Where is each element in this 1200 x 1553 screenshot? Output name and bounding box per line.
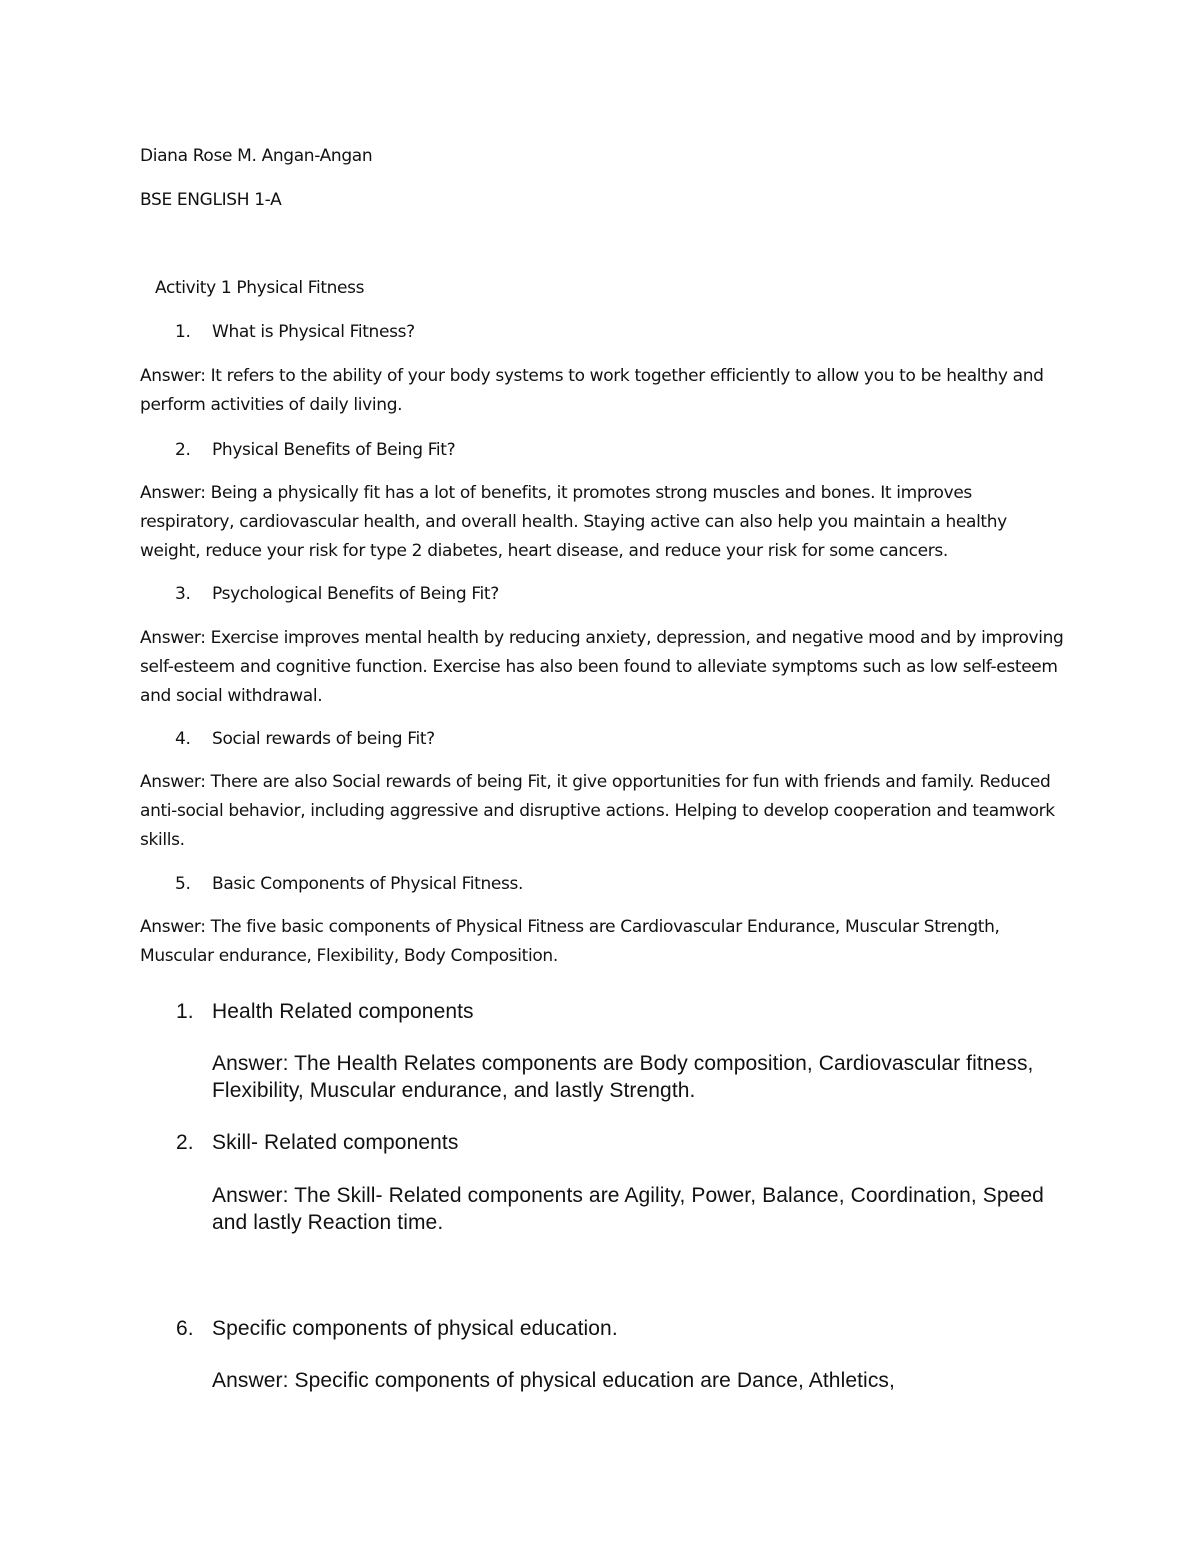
answer-text: Answer: Being a physically fit has a lot of benefits, it promotes strong muscles and bones. It improves respiratory, cardiovascular health, and overall health. Staying active can also help you maintain a healthy weight, reduce your risk for type 2 diabetes, heart disease, and reduce your risk for some cancers. xyxy=(140,483,1007,561)
question-text: Specific components of physical education. xyxy=(212,1317,618,1340)
question-number: 3. xyxy=(175,584,191,604)
question-text: Psychological Benefits of Being Fit? xyxy=(212,584,499,604)
question-text: Basic Components of Physical Fitness. xyxy=(212,874,524,894)
activity-title: Activity 1 Physical Fitness xyxy=(155,278,365,298)
answer-text: Answer: Specific components of physical education are Dance, Athletics, xyxy=(212,1369,895,1392)
answer-text: Answer: The five basic components of Physical Fitness are Cardiovascular Endurance, Muscular Strength, Muscular endurance, Flexibility, Body Composition. xyxy=(140,917,1000,966)
question-text: Physical Benefits of Being Fit? xyxy=(212,440,456,460)
question-number: 1. xyxy=(175,322,191,342)
component-answer: Answer: The Skill- Related components are Agility, Power, Balance, Coordination, Speed and lastly Reaction time. xyxy=(212,1184,1044,1234)
question-number: 4. xyxy=(175,729,191,749)
question-number: 2. xyxy=(175,440,191,460)
course-label: BSE ENGLISH 1-A xyxy=(140,190,282,210)
answer-text: Answer: It refers to the ability of your body systems to work together efficiently to allow you to be healthy and perform activities of daily living. xyxy=(140,366,1044,415)
component-number: 1. xyxy=(176,1000,194,1023)
component-title: Skill- Related components xyxy=(212,1131,459,1154)
component-title: Health Related components xyxy=(212,1000,474,1023)
component-answer: Answer: The Health Relates components are Body composition, Cardiovascular fitness, Flexibility, Muscular endurance, and lastly Strength. xyxy=(212,1052,1034,1102)
component-number: 2. xyxy=(176,1131,194,1154)
question-number: 5. xyxy=(175,874,191,894)
question-number: 6. xyxy=(176,1317,194,1340)
answer-text: Answer: Exercise improves mental health by reducing anxiety, depression, and negative mood and by improving self-esteem and cognitive function. Exercise has also been found to alleviate symptoms such as low self-esteem and social withdrawal. xyxy=(140,628,1064,706)
answer-text: Answer: There are also Social rewards of being Fit, it give opportunities for fun with friends and family. Reduced anti-social behavior, including aggressive and disruptive actions. Helping to develop cooperation and teamwork skills. xyxy=(140,772,1055,850)
student-name: Diana Rose M. Angan-Angan xyxy=(140,146,373,166)
question-text: Social rewards of being Fit? xyxy=(212,729,435,749)
question-text: What is Physical Fitness? xyxy=(212,322,415,342)
